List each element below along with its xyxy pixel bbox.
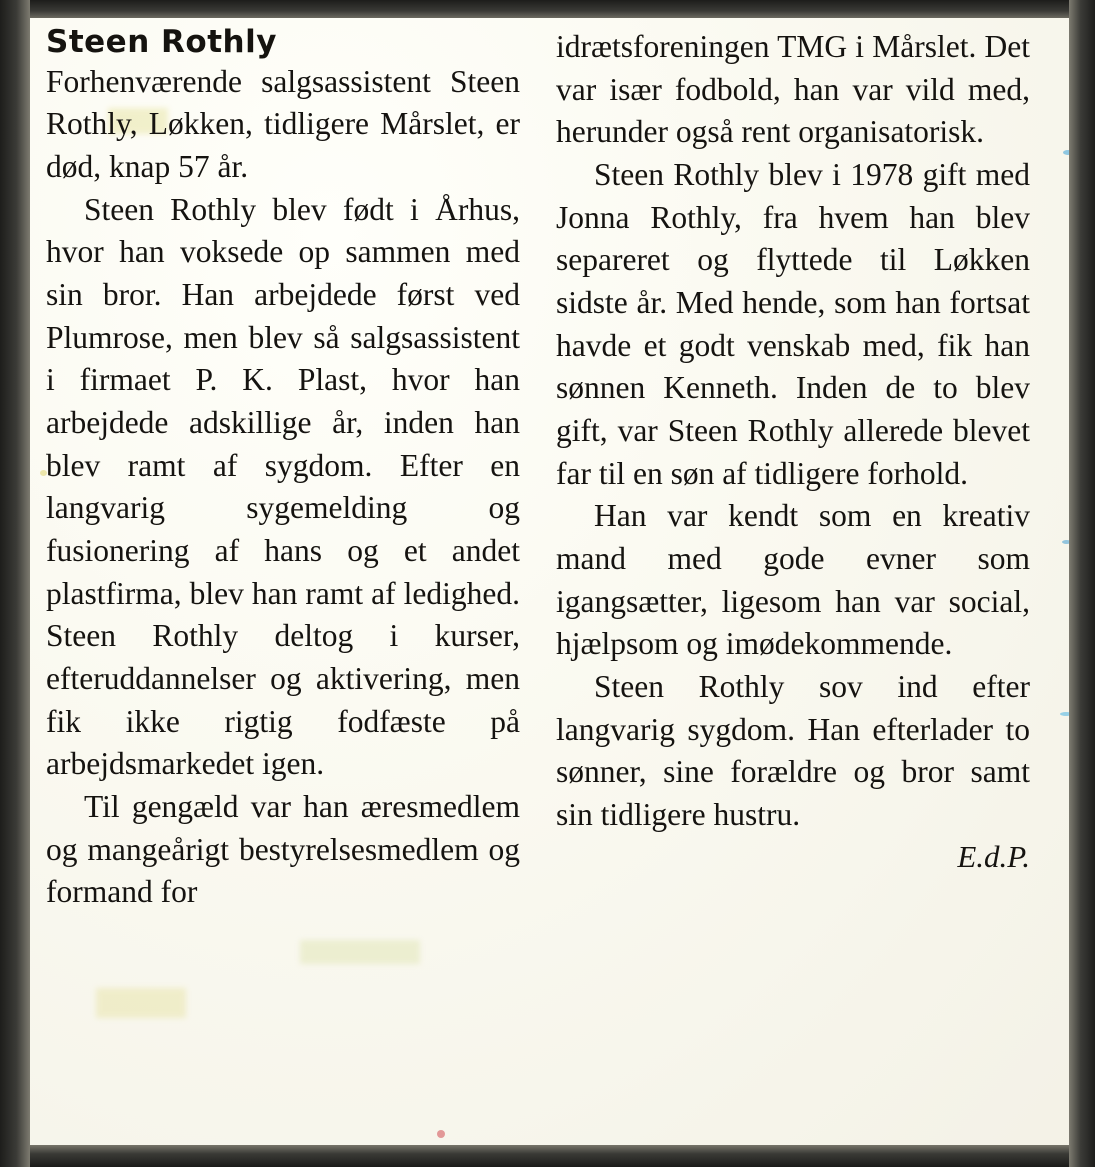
page-title: Steen Rothly (46, 24, 277, 60)
article-body (46, 26, 1056, 1136)
paragraph: Steen Rothly sov ind efter langvarig sygdom. Han efterlader to sønner, sine forældre og bror samt sin tidligere hustru. (556, 669, 1030, 833)
column-right (556, 26, 1030, 1136)
scan-edge-top (0, 0, 1095, 18)
paragraph: idrætsforeningen TMG i Mårslet. Det var især fodbold, han var vild med, herunder også rent organisatorisk. (556, 29, 1030, 150)
paragraph: Han var kendt som en kreativ mand med gode evner som igangsætter, ligesom han var social, hjælpsom og imødekommende. (556, 498, 1030, 662)
paragraph: Til gengæld var han æresmedlem og mangeårigt bestyrelsesmedlem og formand for (46, 788, 520, 910)
paragraph: Forhenværende salgsassistent Steen Rothly, Løkken, tidligere Mårslet, er død, knap 57 år. (46, 63, 520, 184)
paragraph: Steen Rothly blev i 1978 gift med Jonna Rothly, fra hvem han blev separeret og flyttede til Løkken sidste år. Med hende, som han fortsat havde et godt venskab med, fik han sønnen Kenneth. Inden de to blev gift, var Steen Rothly allerede blevet far til en søn af tidligere forhold. (556, 157, 1030, 491)
scan-edge-bottom (0, 1145, 1095, 1167)
signature: E.d.P. (957, 838, 1030, 874)
column-left (46, 26, 520, 1136)
paragraph: Steen Rothly blev født i Århus, hvor han voksede op sammen med sin bror. Han arbejdede først ved Plumrose, men blev så salgsassistent i firmaet P. K. Plast, hvor han arbejdede adskillige år, inden han blev ramt af sygdom. Efter en langvarig sygemelding og fusionering af hans og et andet plastfirma, blev han ramt af ledighed. Steen Rothly deltog i kurser, efteruddannelser og aktivering, men fik ikke rigtig fodfæste på arbejdsmarkedet igen. (46, 191, 520, 782)
scan-edge-left (0, 0, 30, 1167)
scan-edge-right (1069, 0, 1095, 1167)
